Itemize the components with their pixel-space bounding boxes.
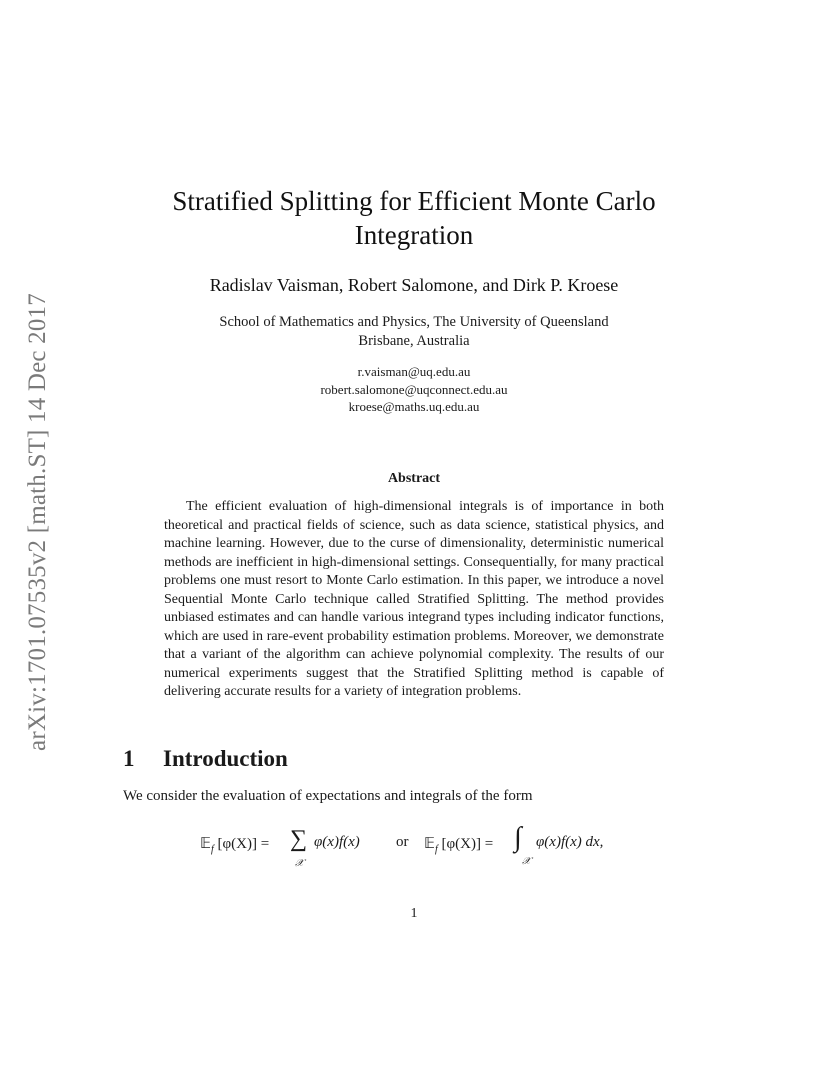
eq-expectation-1: 𝔼$_f$ [φ(X)] = xyxy=(200,836,270,855)
affiliation-line-1: School of Mathematics and Physics, The University of Queensland xyxy=(219,314,609,330)
eq-term-2: φ(x)f(x) dx, xyxy=(536,834,604,850)
integral-subscript: 𝒳 xyxy=(522,856,531,867)
paper-title xyxy=(120,184,708,252)
arxiv-identifier[interactable]: arXiv:1701.07535v2 [math.ST] 14 Dec 2017 xyxy=(24,293,51,751)
affiliation xyxy=(120,313,708,351)
section-number: 1 xyxy=(123,746,135,771)
sum-subscript: 𝒳 xyxy=(295,858,304,869)
page-number: 1 xyxy=(410,906,418,921)
title-line-2: Integration xyxy=(354,220,474,250)
integral-symbol: ∫ xyxy=(514,822,522,853)
email-salomone[interactable]: robert.salomone@uqconnect.edu.au xyxy=(320,381,508,397)
section-title: Introduction xyxy=(163,746,288,771)
sum-symbol: ∑ xyxy=(290,826,308,852)
section-heading xyxy=(123,746,288,772)
eq-expectation-2: 𝔼$_f$ [φ(X)] = xyxy=(424,836,494,855)
email-kroese[interactable]: kroese@maths.uq.edu.au xyxy=(348,399,480,414)
abstract-heading: Abstract xyxy=(387,471,441,486)
affiliation-line-2: Brisbane, Australia xyxy=(358,333,470,349)
authors: Radislav Vaisman, Robert Salomone, and Dirk P. Kroese xyxy=(209,275,619,295)
author-emails xyxy=(120,363,708,416)
eq-connector: or xyxy=(396,834,409,850)
abstract-text: The efficient evaluation of high-dimensional integrals is of importance in both theoretical and practical fields of science, such as data science, statistical physics, and machine learning. However, due to the curse of dimensionality, deterministic numerical methods are inefficient in high-dimensional settings. Consequentially, for many practical problems one must resort to Monte Carlo estimation. In this paper, we introduce a novel Sequential Monte Carlo technique called Stratified Splitting. The method provides unbiased estimates and can handle various integrand types including indicator functions, which are used in rare-event probability estimation problems. Moreover, we demonstrate that a variant of the algorithm can achieve polynomial complexity. The results of our numerical experiments suggest that the Stratified Splitting method is capable of delivering accurate results for a variety of integration problems. xyxy=(164,499,664,699)
email-vaisman[interactable]: r.vaisman@uq.edu.au xyxy=(357,364,471,379)
intro-paragraph: We consider the evaluation of expectations and integrals of the form xyxy=(123,788,533,804)
eq-term-1: φ(x)f(x) xyxy=(314,834,360,850)
display-equation xyxy=(200,822,660,872)
title-line-1: Stratified Splitting for Efficient Monte Carlo xyxy=(172,186,656,216)
